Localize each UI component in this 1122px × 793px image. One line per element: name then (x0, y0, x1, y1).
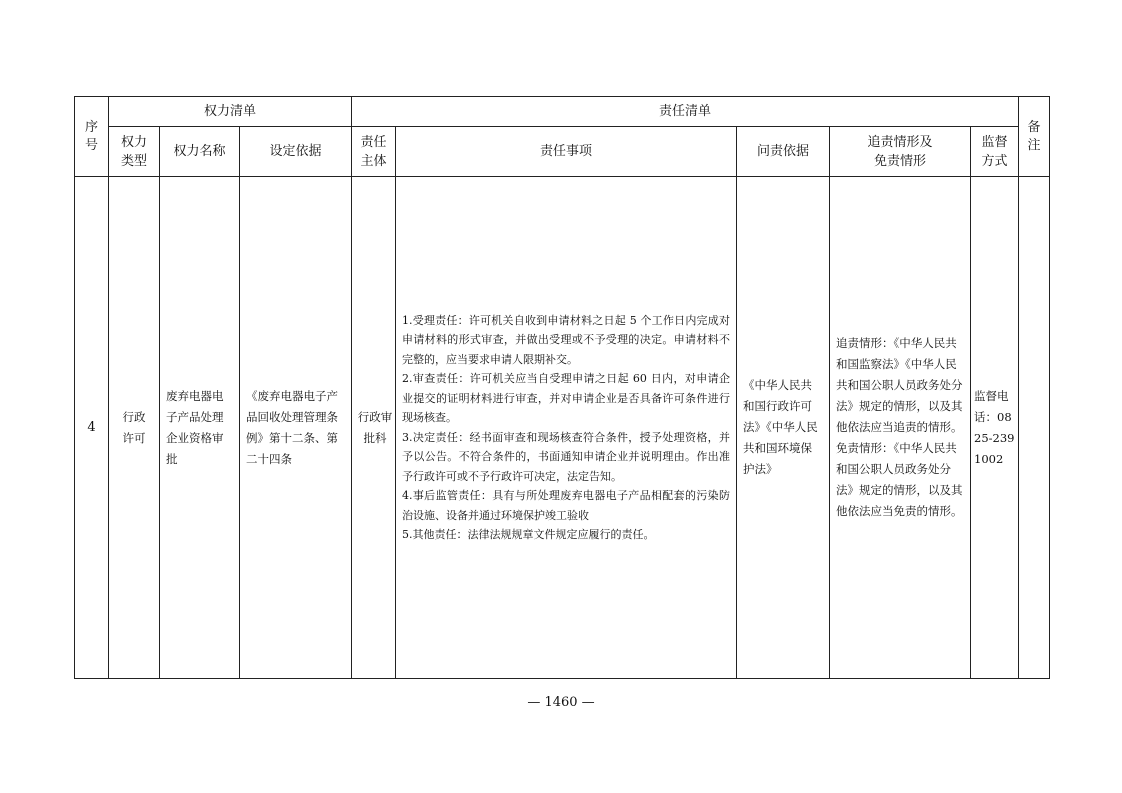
row-supervision: 监督电话：0825-2391002 (971, 177, 1019, 679)
power-responsibility-table (74, 96, 1050, 679)
row-remark (1019, 177, 1050, 679)
header-power-list: 权力清单 (109, 97, 352, 127)
row-basis: 《废弃电器电子产品回收处理管理条例》第十二条、第二十四条 (240, 177, 352, 679)
header-accountability-cases: 追责情形及免责情形 (830, 127, 971, 177)
header-power-type: 权力类型 (109, 127, 160, 177)
row-power-name: 废弃电器电子产品处理企业资格审批 (160, 177, 240, 679)
row-accountability-cases: 追责情形：《中华人民共和国监察法》《中华人民共和国公职人员政务处分法》规定的情形，以及其他依法应当追责的情形。免责情形：《中华人民共和国公职人员政务处分法》规定的情形，以及其他依法应当免责的情形。 (830, 177, 971, 679)
duty-item: 5.其他责任：法律法规规章文件规定应履行的责任。 (402, 528, 655, 541)
duty-item: 3.决定责任：经书面审查和现场核查符合条件，授予处理资格，并予以公告。不符合条件的，书面通知申请企业并说明理由。作出准予行政许可或不予行政许可决定，法定告知。 (402, 430, 730, 483)
header-responsibility-list: 责任清单 (352, 97, 1019, 127)
row-accountability-basis: 《中华人民共和国行政许可法》《中华人民共和国环境保护法》 (737, 177, 830, 679)
header-accountability-basis: 问责依据 (737, 127, 830, 177)
duty-item: 2.审查责任：许可机关应当自受理申请之日起 60 日内，对申请企业提交的证明材料进行审查，并对申请企业是否具备许可条件进行现场核查。 (402, 372, 730, 424)
row-seq: 4 (75, 177, 109, 679)
header-subject: 责任主体 (352, 127, 396, 177)
page-number: — 1460 — (527, 695, 595, 710)
header-duties: 责任事项 (396, 127, 737, 177)
table-row (75, 177, 1050, 679)
header-basis: 设定依据 (240, 127, 352, 177)
header-remark: 备注 (1019, 97, 1050, 177)
header-supervision: 监督方式 (971, 127, 1019, 177)
row-duties (396, 177, 737, 679)
row-subject: 行政审批科 (352, 177, 396, 679)
row-power-type: 行政许可 (109, 177, 160, 679)
header-power-name: 权力名称 (160, 127, 240, 177)
duty-item: 1.受理责任：许可机关自收到申请材料之日起 5 个工作日内完成对申请材料的形式审查，并做出受理或不予受理的决定。申请材料不完整的，应当要求申请人限期补交。 (402, 313, 730, 366)
header-seq: 序号 (75, 97, 109, 177)
duty-item: 4.事后监管责任：具有与所处理废弃电器电子产品相配套的污染防治设施、设备并通过环境保护竣工验收 (402, 489, 730, 522)
